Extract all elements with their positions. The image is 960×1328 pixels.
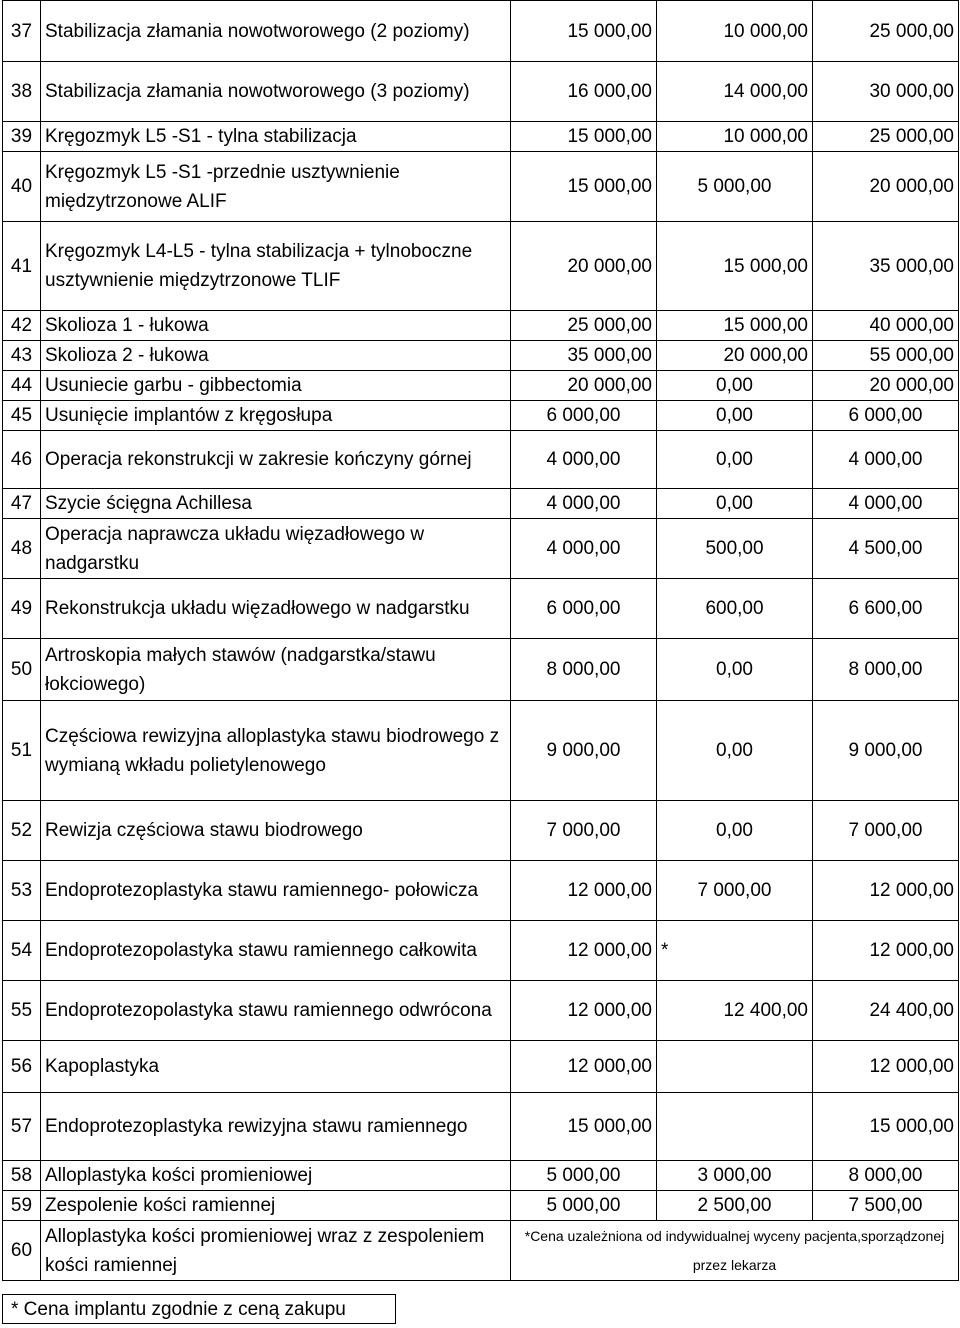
- price-total: 40 000,00: [813, 311, 959, 341]
- row-number: 55: [3, 981, 41, 1041]
- price-implant: 7 000,00: [657, 861, 813, 921]
- price-total: 8 000,00: [813, 639, 959, 701]
- price-base: 6 000,00: [511, 401, 657, 431]
- table-row: [3, 122, 959, 152]
- table-row: [3, 152, 959, 222]
- price-implant: 20 000,00: [657, 341, 813, 371]
- price-base: 6 000,00: [511, 579, 657, 639]
- procedure-name: Artroskopia małych stawów (nadgarstka/stawu łokciowego): [41, 639, 511, 701]
- price-total: 4 000,00: [813, 431, 959, 489]
- price-base: 5 000,00: [511, 1191, 657, 1221]
- table-row: [3, 1221, 959, 1281]
- price-total: 25 000,00: [813, 122, 959, 152]
- row-number: 45: [3, 401, 41, 431]
- row-number: 46: [3, 431, 41, 489]
- row-number: 48: [3, 519, 41, 579]
- procedure-name: Usuniecie garbu - gibbectomia: [41, 371, 511, 401]
- price-base: 12 000,00: [511, 981, 657, 1041]
- price-total: 35 000,00: [813, 222, 959, 311]
- price-base: 8 000,00: [511, 639, 657, 701]
- table-row: [3, 579, 959, 639]
- procedure-name: Kapoplastyka: [41, 1041, 511, 1093]
- price-base: 4 000,00: [511, 431, 657, 489]
- table-row: [3, 489, 959, 519]
- price-total: 7 500,00: [813, 1191, 959, 1221]
- price-base: 15 000,00: [511, 1093, 657, 1161]
- table-row: [3, 341, 959, 371]
- price-implant: 0,00: [657, 701, 813, 801]
- table-row: [3, 1041, 959, 1093]
- table-row: [3, 371, 959, 401]
- price-implant: 0,00: [657, 639, 813, 701]
- procedure-name: Szycie ścięgna Achillesa: [41, 489, 511, 519]
- price-implant: 14 000,00: [657, 62, 813, 122]
- price-base: 16 000,00: [511, 62, 657, 122]
- procedure-name: Operacja rekonstrukcji w zakresie kończyny górnej: [41, 431, 511, 489]
- price-implant: 12 400,00: [657, 981, 813, 1041]
- procedure-name: Alloplastyka kości promieniowej: [41, 1161, 511, 1191]
- row-number: 49: [3, 579, 41, 639]
- table-row: [3, 921, 959, 981]
- row-number: 60: [3, 1221, 41, 1281]
- procedure-name: Stabilizacja złamania nowotworowego (3 poziomy): [41, 62, 511, 122]
- price-implant: 0,00: [657, 431, 813, 489]
- price-total: 30 000,00: [813, 62, 959, 122]
- price-total: 9 000,00: [813, 701, 959, 801]
- procedure-name: Kręgozmyk L4-L5 - tylna stabilizacja + tylnoboczne usztywnienie międzytrzonowe TLIF: [41, 222, 511, 311]
- price-total: 12 000,00: [813, 1041, 959, 1093]
- procedure-name: Skolioza 1 - łukowa: [41, 311, 511, 341]
- table-row: [3, 701, 959, 801]
- table-row: [3, 62, 959, 122]
- row-number: 58: [3, 1161, 41, 1191]
- table-row: [3, 1093, 959, 1161]
- price-implant: 15 000,00: [657, 222, 813, 311]
- procedure-name: Częściowa rewizyjna alloplastyka stawu biodrowego z wymianą wkładu polietylenowego: [41, 701, 511, 801]
- price-base: 5 000,00: [511, 1161, 657, 1191]
- price-implant: 5 000,00: [657, 152, 813, 222]
- row-number: 56: [3, 1041, 41, 1093]
- row-number: 53: [3, 861, 41, 921]
- table-row: [3, 1, 959, 62]
- row-number: 50: [3, 639, 41, 701]
- procedure-name: Endoprotezopolastyka stawu ramiennego odwrócona: [41, 981, 511, 1041]
- pricing-note: *Cena uzależniona od indywidualnej wyceny pacjenta,sporządzonej przez lekarza: [511, 1221, 959, 1281]
- procedure-name: Kręgozmyk L5 -S1 - tylna stabilizacja: [41, 122, 511, 152]
- table-row: [3, 1161, 959, 1191]
- procedure-name: Zespolenie kości ramiennej: [41, 1191, 511, 1221]
- price-implant-asterisk: *: [657, 921, 813, 981]
- procedure-name: Stabilizacja złamania nowotworowego (2 poziomy): [41, 1, 511, 62]
- row-number: 54: [3, 921, 41, 981]
- row-number: 41: [3, 222, 41, 311]
- price-base: 12 000,00: [511, 1041, 657, 1093]
- price-base: 15 000,00: [511, 152, 657, 222]
- price-base: 4 000,00: [511, 489, 657, 519]
- table-row: [3, 861, 959, 921]
- price-implant: 10 000,00: [657, 1, 813, 62]
- table-row: [3, 401, 959, 431]
- procedure-name: Rekonstrukcja układu więzadłowego w nadgarstku: [41, 579, 511, 639]
- price-base: 12 000,00: [511, 921, 657, 981]
- row-number: 57: [3, 1093, 41, 1161]
- row-number: 51: [3, 701, 41, 801]
- table-row: [3, 222, 959, 311]
- price-base: 35 000,00: [511, 341, 657, 371]
- table-row: [3, 311, 959, 341]
- row-number: 47: [3, 489, 41, 519]
- price-base: 25 000,00: [511, 311, 657, 341]
- price-implant: 500,00: [657, 519, 813, 579]
- procedure-name: Operacja naprawcza układu więzadłowego w nadgarstku: [41, 519, 511, 579]
- procedure-name: Kręgozmyk L5 -S1 -przednie usztywnienie międzytrzonowe ALIF: [41, 152, 511, 222]
- price-total: 4 000,00: [813, 489, 959, 519]
- price-implant: 0,00: [657, 401, 813, 431]
- price-base: 20 000,00: [511, 371, 657, 401]
- price-base: 20 000,00: [511, 222, 657, 311]
- price-implant: 2 500,00: [657, 1191, 813, 1221]
- price-total: 7 000,00: [813, 801, 959, 861]
- price-total: 12 000,00: [813, 921, 959, 981]
- procedure-name: Usunięcie implantów z kręgosłupa: [41, 401, 511, 431]
- row-number: 43: [3, 341, 41, 371]
- price-implant: [657, 1093, 813, 1161]
- price-implant: 600,00: [657, 579, 813, 639]
- price-total: 20 000,00: [813, 371, 959, 401]
- procedure-name: Endoprotezoplastyka rewizyjna stawu ramiennego: [41, 1093, 511, 1161]
- price-implant: 0,00: [657, 801, 813, 861]
- price-total: 6 000,00: [813, 401, 959, 431]
- row-number: 42: [3, 311, 41, 341]
- table-row: [3, 981, 959, 1041]
- table-row: [3, 639, 959, 701]
- price-total: 15 000,00: [813, 1093, 959, 1161]
- row-number: 39: [3, 122, 41, 152]
- price-base: 7 000,00: [511, 801, 657, 861]
- price-total: 6 600,00: [813, 579, 959, 639]
- price-implant: 0,00: [657, 371, 813, 401]
- row-number: 52: [3, 801, 41, 861]
- price-base: 15 000,00: [511, 122, 657, 152]
- price-total: 12 000,00: [813, 861, 959, 921]
- implant-price-footnote: * Cena implantu zgodnie z ceną zakupu: [2, 1294, 396, 1324]
- price-total: 20 000,00: [813, 152, 959, 222]
- row-number: 44: [3, 371, 41, 401]
- price-total: 4 500,00: [813, 519, 959, 579]
- price-implant: [657, 1041, 813, 1093]
- procedure-name: Skolioza 2 - łukowa: [41, 341, 511, 371]
- price-total: 8 000,00: [813, 1161, 959, 1191]
- price-implant: 15 000,00: [657, 311, 813, 341]
- price-total: 25 000,00: [813, 1, 959, 62]
- table-row: [3, 801, 959, 861]
- table-row: [3, 519, 959, 579]
- price-total: 55 000,00: [813, 341, 959, 371]
- price-base: 9 000,00: [511, 701, 657, 801]
- procedure-name: Endoprotezopolastyka stawu ramiennego całkowita: [41, 921, 511, 981]
- price-implant: 0,00: [657, 489, 813, 519]
- price-base: 15 000,00: [511, 1, 657, 62]
- table-row: [3, 1191, 959, 1221]
- row-number: 38: [3, 62, 41, 122]
- procedure-name: Alloplastyka kości promieniowej wraz z zespoleniem kości ramiennej: [41, 1221, 511, 1281]
- price-implant: 10 000,00: [657, 122, 813, 152]
- row-number: 37: [3, 1, 41, 62]
- procedure-name: Endoprotezoplastyka stawu ramiennego- połowicza: [41, 861, 511, 921]
- price-implant: 3 000,00: [657, 1161, 813, 1191]
- row-number: 40: [3, 152, 41, 222]
- row-number: 59: [3, 1191, 41, 1221]
- price-total: 24 400,00: [813, 981, 959, 1041]
- procedure-name: Rewizja częściowa stawu biodrowego: [41, 801, 511, 861]
- price-table: [2, 0, 959, 1281]
- price-base: 12 000,00: [511, 861, 657, 921]
- table-row: [3, 431, 959, 489]
- price-base: 4 000,00: [511, 519, 657, 579]
